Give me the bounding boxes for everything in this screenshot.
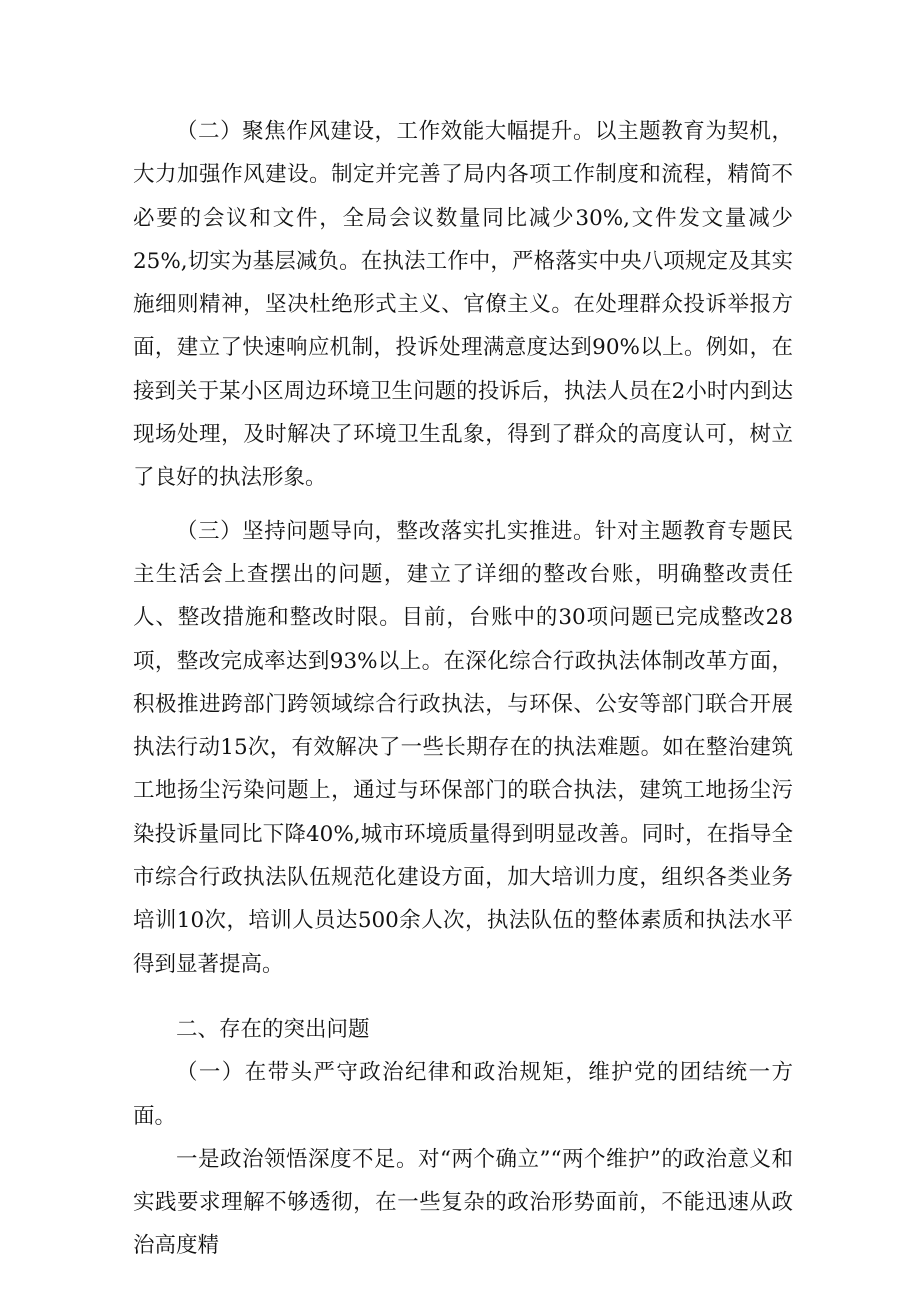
paragraph-political-understanding: 一是政治领悟深度不足。对“两个确立”“两个维护”的政治意义和实践要求理解不够透彻，在一些复杂的政治形势面前，不能迅速从政治高度精 xyxy=(133,1146,793,1259)
subsection-heading-discipline: （一）在带头严守政治纪律和政治规矩，维护党的团结统一方面。 xyxy=(133,1060,793,1129)
paragraph-rectification: （三）坚持问题导向，整改落实扎实推进。针对主题教育专题民主生活会上查摆出的问题，建立了详细的整改台账，明确整改责任人、整改措施和整改时限。目前，台账中的30项问题已完成整改28项，整改完成率达到93%以上。在深化综合行政执法体制改革方面，积极推进跨部门跨领域综合行政执法，与环保、公安等部门联合开展执法行动15次，有效解决了一些长期存在的执法难题。如在整治建筑工地扬尘污染问题上，通过与环保部门的联合执法，建筑工地扬尘污染投诉量同比下降40%,城市环境质量得到明显改善。同时，在指导全市综合行政执法队伍规范化建设方面，加大培训力度，组织各类业务培训10次，培训人员达500余人次，执法队伍的整体素质和执法水平得到显著提高。 xyxy=(133,518,793,977)
section-heading-problems: 二、存在的突出问题 xyxy=(176,1016,370,1042)
document-body xyxy=(133,110,793,1268)
paragraph-work-style: （二）聚焦作风建设，工作效能大幅提升。以主题教育为契机，大力加强作风建设。制定并完善了局内各项工作制度和流程，精简不必要的会议和文件，全局会议数量同比减少30%,文件发文量减少25%,切实为基层减负。在执法工作中，严格落实中央八项规定及其实施细则精神，坚决杜绝形式主义、官僚主义。在处理群众投诉举报方面，建立了快速响应机制，投诉处理满意度达到90%以上。例如，在接到关于某小区周边环境卫生问题的投诉后，执法人员在2小时内到达现场处理，及时解决了环境卫生乱象，得到了群众的高度认可，树立了良好的执法形象。 xyxy=(133,119,793,491)
